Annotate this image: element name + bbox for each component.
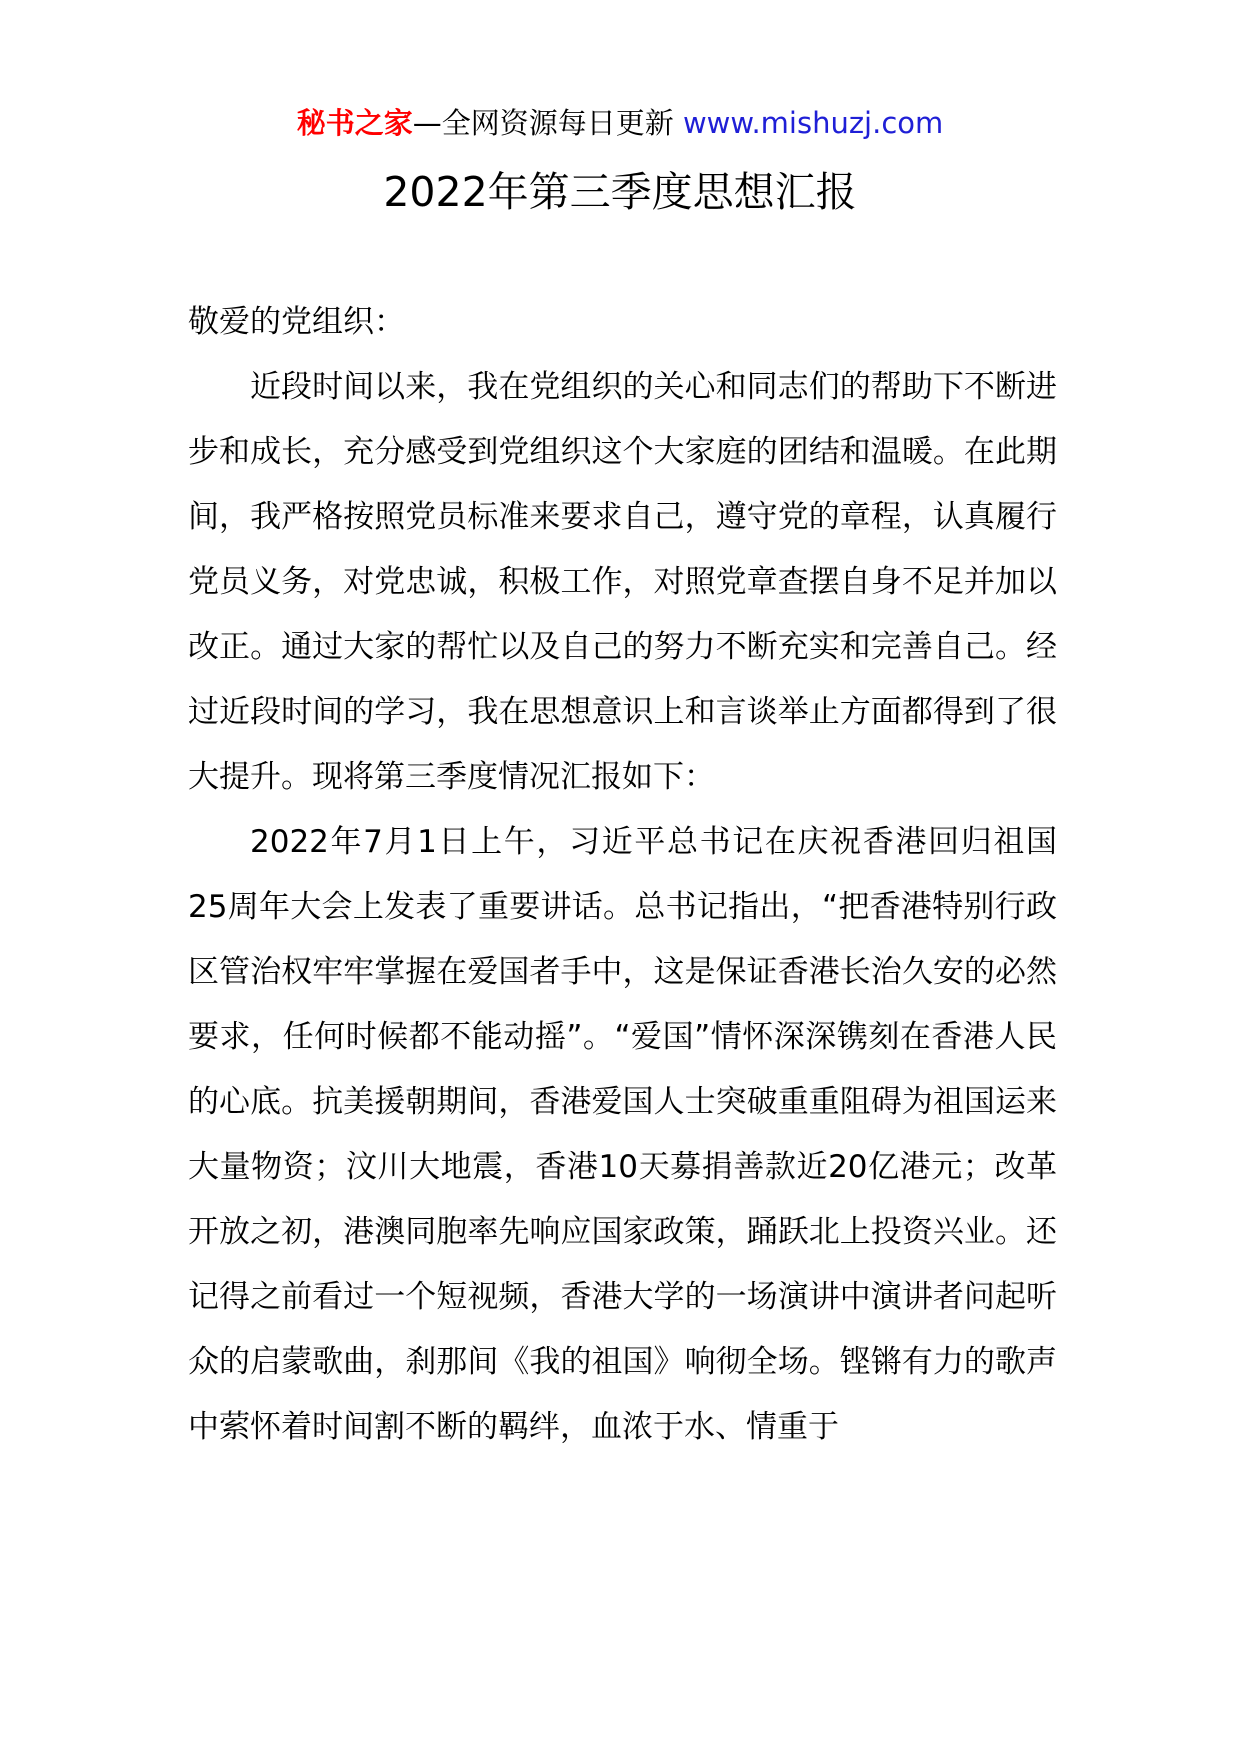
site-url-link[interactable]: www.mishuzj.com [682, 106, 944, 140]
header-tagline: —全网资源每日更新 [412, 106, 674, 140]
brand-name: 秘书之家 [296, 106, 413, 140]
salutation: 敬爱的党组织： [188, 304, 405, 340]
document-title: 2022年第三季度思想汇报 [383, 168, 857, 216]
body-paragraph: 近段时间以来，我在党组织的关心和同志们的帮助下不断进步和成长，充分感受到党组织这个大家庭的团结和温暖。在此期间，我严格按照党员标准来要求自己，遵守党的章程，认真履行党员义务，对党忠诚，积极工作，对照党章查摆自身不足并加以改正。通过大家的帮忙以及自己的努力不断充实和完善自己。经过近段时间的学习，我在思想意识上和言谈举止方面都得到了很大提升。现将第三季度情况汇报如下： [188, 369, 1057, 795]
body-paragraph: 2022年7月1日上午，习近平总书记在庆祝香港回归祖国25周年大会上发表了重要讲话。总书记指出，“把香港特别行政区管治权牢牢掌握在爱国者手中，这是保证香港长治久安的必然要求，任何时候都不能动摇”。“爱国”情怀深深镌刻在香港人民的心底。抗美援朝期间，香港爱国人士突破重重阻碍为祖国运来大量物资；汶川大地震，香港10天募捐善款近20亿港元；改革开放之初，港澳同胞率先响应国家政策，踊跃北上投资兴业。还记得之前看过一个短视频，香港大学的一场演讲中演讲者问起听众的启蒙歌曲，刹那间《我的祖国》响彻全场。铿锵有力的歌声中萦怀着时间割不断的羁绊，血浓于水、情重于 [188, 824, 1057, 1445]
site-header [0, 101, 1240, 145]
document-body [188, 290, 1057, 1460]
